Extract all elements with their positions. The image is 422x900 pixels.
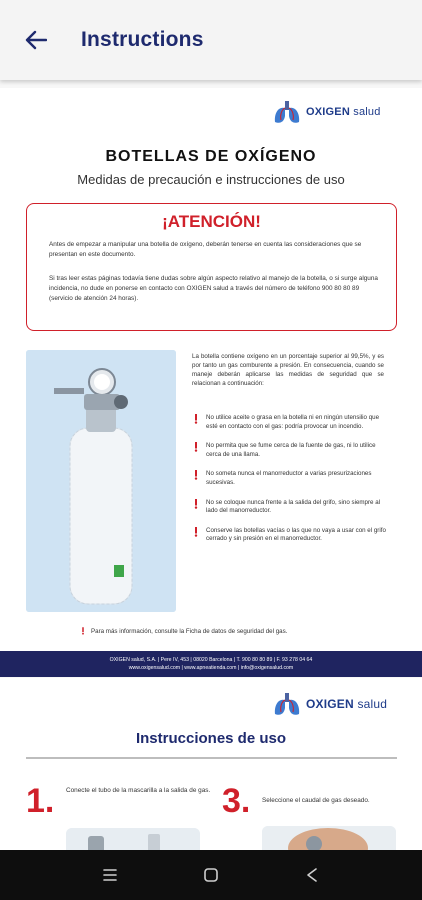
intro-paragraph: La botella contiene oxígeno en un porcentaje superior al 99,5%, y es por tanto un gas comburente a presión. En consecuencia, cuando se maneje deberán aplicarse las medidas de seguridad que se relacionan a continuación: <box>192 353 384 387</box>
safety-rule-text: No utilice aceite o grasa en la botella ni en ningún utensilio que esté en contacto con el gas: podría provocar un incendio. <box>206 414 380 430</box>
recent-apps-button[interactable] <box>90 855 130 895</box>
home-square-icon <box>203 867 219 883</box>
back-triangle-icon <box>305 867 319 883</box>
arrow-left-icon <box>25 30 47 50</box>
logo-sub: salud <box>357 697 388 711</box>
safety-rule-text: No se coloque nunca frente a la salida del grifo, sino siempre al lado del manorreductor. <box>206 498 381 515</box>
home-button[interactable] <box>191 855 231 895</box>
safety-rule <box>192 414 388 431</box>
doc-subtitle: Medidas de precaución e instrucciones de uso <box>77 172 345 187</box>
oxygen-tank-image <box>26 350 176 612</box>
warning-exclamation-icon <box>192 499 200 509</box>
warning-exclamation-icon <box>192 442 200 452</box>
attention-title: ¡ATENCIÓN! <box>162 212 261 231</box>
safety-rule <box>192 442 388 459</box>
document-page-2 <box>0 678 422 850</box>
logo-brand: OXIGEN <box>306 697 354 711</box>
safety-rule <box>192 499 388 516</box>
doc-title: BOTELLAS DE OXÍGENO <box>105 148 317 165</box>
system-nav-bar <box>0 850 422 900</box>
footer-line-1: OXIGEN salud, S.A. | Pere IV, 453 | 08020 Barcelona | T. 900 80 80 89 | F. 93 278 04 64 <box>109 657 313 663</box>
footer-line-2: www.oxigensalud.com | www.apneatienda.com | info@oxigensalud.com <box>128 665 294 671</box>
step-text: Conecte el tubo de la mascarilla a la salida de gas. <box>66 787 211 794</box>
footnote-text: Para más información, consulte la Ficha de datos de seguridad del gas. <box>91 627 288 635</box>
logo-sub: salud <box>353 106 381 118</box>
back-button[interactable] <box>16 20 56 60</box>
step-1-image <box>66 828 200 850</box>
warning-exclamation-icon <box>192 470 200 480</box>
document-viewer[interactable] <box>0 80 422 850</box>
lungs-logo-icon <box>272 690 302 718</box>
footnote <box>80 626 287 636</box>
step-number: 1. <box>26 782 55 820</box>
company-footer <box>0 651 422 677</box>
document-page-1 <box>0 88 422 671</box>
menu-lines-icon <box>102 868 118 882</box>
oxigen-logo <box>272 98 381 126</box>
safety-rule-text: Conserve las botellas vacías o las que no vaya a usar con el grifo cerrado y sin presión en el manorreductor. <box>206 526 386 543</box>
attention-paragraph-2: Si tras leer estas páginas todavía tiene dudas sobre algún aspecto relativo al manejo de la botella, o si surge alguna incidencia, no dude en ponerse en contacto con OXIGEN salud a través del número de teléfono 900 80 80 89 (servicio de atención 24 horas). <box>49 275 378 302</box>
step-3-image <box>262 826 396 850</box>
safety-rule <box>192 527 388 544</box>
safety-rule-text: No someta nunca el manorreductor a varias presurizaciones sucesivas. <box>206 470 372 486</box>
system-back-button[interactable] <box>292 855 332 895</box>
warning-exclamation-icon <box>192 527 200 537</box>
safety-rule-text: No permita que se fume cerca de la fuente de gas, ni lo utilice cerca de una llama. <box>206 442 376 458</box>
oxigen-logo <box>272 690 387 718</box>
divider <box>26 757 397 759</box>
step-number: 3. <box>222 782 251 820</box>
info-exclamation-icon <box>80 626 86 636</box>
attention-box <box>26 203 397 331</box>
lungs-logo-icon <box>272 98 302 126</box>
logo-brand: OXIGEN <box>306 106 350 118</box>
safety-rule <box>192 470 388 487</box>
attention-paragraph-1: Antes de empezar a manipular una botella de oxígeno, deberán tenerse en cuenta las consideraciones que se presentan en este documento. <box>49 241 362 258</box>
step-text: Seleccione el caudal de gas deseado. <box>262 797 370 804</box>
warning-exclamation-icon <box>192 414 200 424</box>
usage-title: Instrucciones de uso <box>135 730 287 747</box>
app-bar <box>0 0 422 80</box>
page-title: Instructions <box>81 28 204 51</box>
safety-rules-list <box>192 414 388 555</box>
